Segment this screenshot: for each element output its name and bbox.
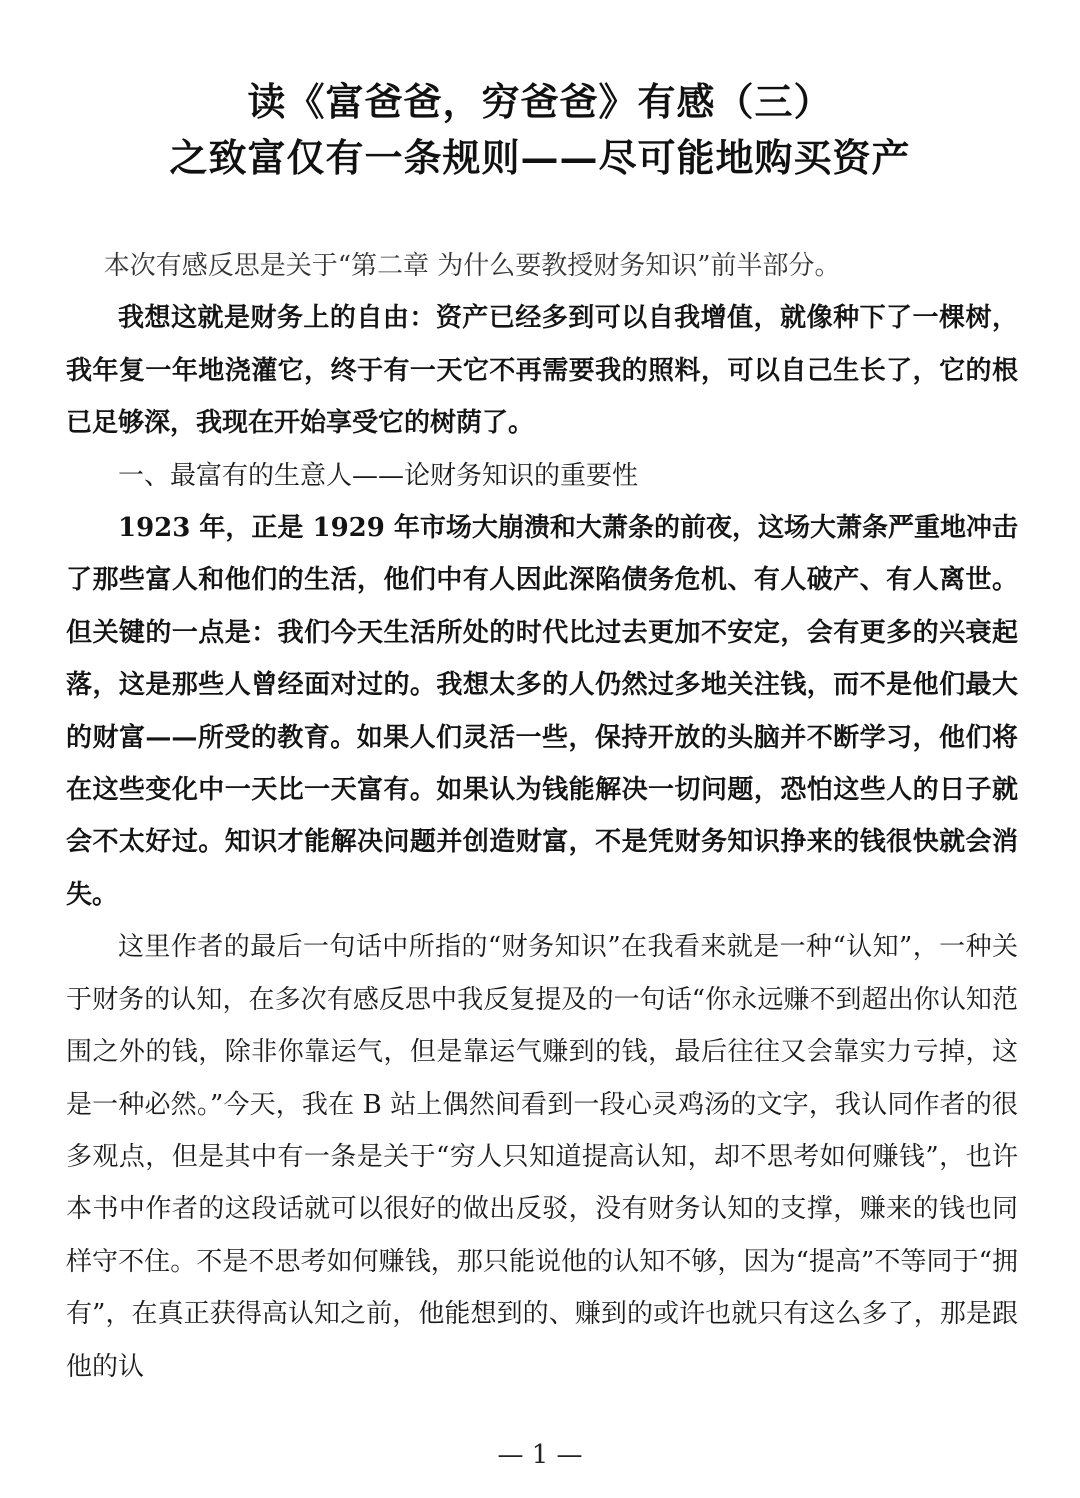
- document-title: [0, 74, 1080, 186]
- quote-paragraph-1923: 1923 年，正是 1929 年市场大崩溃和大萧条的前夜，这场大萧条严重地冲击了那些富人和他们的生活，他们中有人因此深陷债务危机、有人破产、有人离世。但关键的一点是：我们今天生活所处的时代比过去更加不安定，会有更多的兴衰起落，这是那些人曾经面对过的。我想太多的人仍然过多地关注钱，而不是他们最大的财富——所受的教育。如果人们灵活一些，保持开放的头脑并不断学习，他们将在这些变化中一天比一天富有。如果认为钱能解决一切问题，恐怕这些人的日子就会不太好过。知识才能解决问题并创造财富，不是凭财务知识挣来的钱很快就会消失。: [66, 513, 1018, 910]
- section-heading: 一、最富有的生意人——论财务知识的重要性: [118, 460, 639, 491]
- title-line-2: 之致富仅有一条规则——尽可能地购买资产: [169, 135, 911, 180]
- quote-paragraph-freedom: 我想这就是财务上的自由：资产已经多到可以自我增值，就像种下了一棵树，我年复一年地浇灌它，终于有一天它不再需要我的照料，可以自己生长了，它的根已足够深，我现在开始享受它的树荫了。: [66, 303, 1018, 439]
- title-line-1: 读《富爸爸，穷爸爸》有感（三）: [247, 79, 833, 124]
- document-body: [66, 240, 1018, 1393]
- intro-paragraph: 本次有感反思是关于“第二章 为什么要教授财务知识”前半部分。: [103, 251, 841, 281]
- page-number: — 1 —: [497, 1440, 583, 1470]
- reflection-paragraph: 这里作者的最后一句话中所指的“财务知识”在我看来就是一种“认知”，一种关于财务的认知，在多次有感反思中我反复提及的一句话“你永远赚不到超出你认知范围之外的钱，除非你靠运气，但是靠运气赚到的钱，最后往往又会靠实力亏掉，这是一种必然。”今天，我在 B 站上偶然间看到一段心灵鸡汤的文字，我认同作者的很多观点，但是其中有一条是关于“穷人只知道提高认知，却不思考如何赚钱”，也许本书中作者的这段话就可以很好的做出反驳，没有财务认知的支撑，赚来的钱也同样守不住。不是不思考如何赚钱，那只能说他的认知不够，因为“提高”不等同于“拥有”，在真正获得高认知之前，他能想到的、赚到的或许也就只有这么多了，那是跟他的认: [66, 932, 1018, 1382]
